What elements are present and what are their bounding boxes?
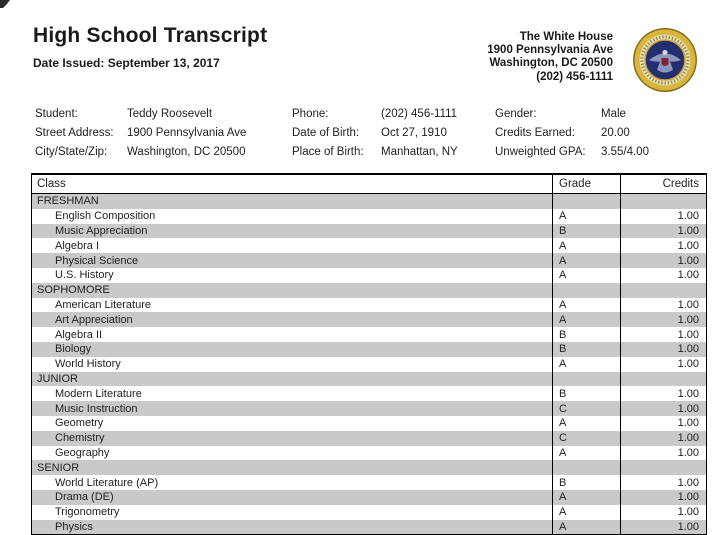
info-label: City/State/Zip: <box>35 145 108 158</box>
school-phone: (202) 456-1111 <box>536 70 613 83</box>
cell-class: Algebra I <box>32 238 553 253</box>
cell-grade: A <box>553 446 621 461</box>
table-course-row <box>32 298 706 313</box>
cell-class: Geometry <box>32 416 553 431</box>
cell-class: Trigonometry <box>32 505 553 520</box>
table-course-row <box>32 386 706 401</box>
cell-grade: C <box>553 401 621 416</box>
cell-class: Biology <box>32 342 553 357</box>
cell-class: FRESHMAN <box>32 194 553 209</box>
table-course-row <box>32 253 706 268</box>
info-value: Male <box>601 108 626 120</box>
cell-credits: 1.00 <box>677 269 699 282</box>
cell-credits: 1.00 <box>677 417 699 430</box>
cell-class: Music Appreciation <box>32 224 553 239</box>
info-value: 3.55/4.00 <box>601 145 649 158</box>
info-value: 1900 Pennsylvania Ave <box>127 126 247 139</box>
cell-grade: A <box>553 490 621 505</box>
table-course-row <box>32 312 706 327</box>
cell-class: Art Appreciation <box>32 312 553 327</box>
cell-credits <box>621 460 706 475</box>
cell-grade <box>553 460 621 475</box>
cell-credits: 1.00 <box>677 210 699 223</box>
cell-grade: A <box>553 298 621 313</box>
table-course-row <box>32 505 706 520</box>
cell-credits: 1.00 <box>677 432 699 445</box>
cell-credits <box>621 372 706 387</box>
info-label: Street Address: <box>35 126 114 139</box>
table-course-row <box>32 446 706 461</box>
table-course-row <box>32 490 706 505</box>
table-body <box>32 194 706 534</box>
info-value: 20.00 <box>601 126 630 139</box>
cell-credits: 1.00 <box>677 224 699 237</box>
cell-credits: 1.00 <box>677 402 699 415</box>
info-row <box>35 124 246 143</box>
cell-grade: A <box>553 505 621 520</box>
table-course-row <box>32 327 706 342</box>
student-info-column-1 <box>35 105 246 161</box>
column-header-grade: Grade <box>553 175 621 193</box>
cell-class: American Literature <box>32 298 553 313</box>
table-course-row <box>32 431 706 446</box>
cell-grade: A <box>553 416 621 431</box>
cell-credits: 1.00 <box>677 298 699 311</box>
info-value: Oct 27, 1910 <box>381 126 447 139</box>
cell-grade: A <box>553 312 621 327</box>
cell-credits: 1.00 <box>677 387 699 400</box>
info-value: Washington, DC 20500 <box>127 145 246 158</box>
cell-class: Algebra II <box>32 327 553 342</box>
cell-credits: 1.00 <box>677 491 699 504</box>
cell-grade: B <box>553 475 621 490</box>
cell-credits: 1.00 <box>677 328 699 341</box>
table-course-row <box>32 475 706 490</box>
info-row <box>495 105 649 124</box>
cell-class: Modern Literature <box>32 386 553 401</box>
info-label: Place of Birth: <box>292 145 364 158</box>
cell-credits: 1.00 <box>677 506 699 519</box>
table-course-row <box>32 357 706 372</box>
school-address-block <box>487 31 613 84</box>
cell-grade: B <box>553 327 621 342</box>
cell-class: Geography <box>32 446 553 461</box>
info-label: Unweighted GPA: <box>495 145 586 158</box>
table-section-row <box>32 372 706 387</box>
cell-credits <box>621 283 706 298</box>
cell-grade <box>553 283 621 298</box>
cell-credits: 1.00 <box>677 343 699 356</box>
table-course-row <box>32 209 706 224</box>
table-section-row <box>32 283 706 298</box>
cell-class: SENIOR <box>32 460 553 475</box>
table-header-row <box>32 175 706 194</box>
table-course-row <box>32 520 706 535</box>
table-course-row <box>32 238 706 253</box>
cell-class: JUNIOR <box>32 372 553 387</box>
cell-grade: A <box>553 520 621 535</box>
page-corner-artifact <box>0 0 10 8</box>
cell-class: English Composition <box>32 209 553 224</box>
date-issued-label: Date Issued: <box>33 56 105 70</box>
info-row <box>495 124 649 143</box>
cell-class: Drama (DE) <box>32 490 553 505</box>
info-row <box>292 124 458 143</box>
school-address-line1: 1900 Pennsylvania Ave <box>487 44 613 57</box>
table-course-row <box>32 416 706 431</box>
transcript-table <box>31 173 707 535</box>
cell-credits: 1.00 <box>677 254 699 267</box>
table-section-row <box>32 194 706 209</box>
page-title: High School Transcript <box>33 24 268 47</box>
cell-grade: B <box>553 342 621 357</box>
cell-grade: B <box>553 386 621 401</box>
school-name: The White House <box>519 31 613 43</box>
cell-credits: 1.00 <box>677 358 699 371</box>
table-section-row <box>32 460 706 475</box>
info-row <box>35 143 246 162</box>
info-label: Credits Earned: <box>495 126 575 139</box>
info-label: Phone: <box>292 108 329 120</box>
info-value: Manhattan, NY <box>381 145 458 158</box>
cell-credits: 1.00 <box>677 476 699 489</box>
cell-grade: A <box>553 357 621 372</box>
cell-grade: A <box>553 268 621 283</box>
info-row <box>495 143 649 162</box>
column-header-class: Class <box>32 175 553 193</box>
cell-grade: A <box>553 209 621 224</box>
cell-grade <box>553 194 621 209</box>
date-issued <box>33 56 220 70</box>
table-course-row <box>32 401 706 416</box>
cell-class: Physics <box>32 520 553 535</box>
cell-grade: A <box>553 238 621 253</box>
cell-credits: 1.00 <box>677 239 699 252</box>
school-address-line2: Washington, DC 20500 <box>489 57 613 70</box>
cell-credits <box>621 194 706 209</box>
info-value: Teddy Roosevelt <box>127 108 213 120</box>
info-value: (202) 456-1111 <box>381 108 458 120</box>
cell-class: Physical Science <box>32 253 553 268</box>
info-label: Date of Birth: <box>292 126 360 139</box>
cell-credits: 1.00 <box>677 313 699 326</box>
cell-grade: B <box>553 224 621 239</box>
cell-grade: A <box>553 253 621 268</box>
info-label: Gender: <box>495 108 537 120</box>
cell-credits: 1.00 <box>677 446 699 459</box>
student-info-column-2 <box>292 105 458 161</box>
cell-class: U.S. History <box>32 268 553 283</box>
table-course-row <box>32 268 706 283</box>
cell-class: Chemistry <box>32 431 553 446</box>
cell-class: SOPHOMORE <box>32 283 553 298</box>
cell-grade <box>553 372 621 387</box>
cell-grade: C <box>553 431 621 446</box>
info-row <box>292 143 458 162</box>
table-course-row <box>32 342 706 357</box>
cell-credits: 1.00 <box>677 520 699 533</box>
info-row <box>35 105 246 124</box>
info-row <box>292 105 458 124</box>
student-info-column-3 <box>495 105 649 161</box>
info-label: Student: <box>35 108 78 120</box>
cell-class: World Literature (AP) <box>32 475 553 490</box>
column-header-credits: Credits <box>662 178 699 190</box>
date-issued-value: September 13, 2017 <box>107 56 220 70</box>
cell-class: World History <box>32 357 553 372</box>
cell-class: Music Instruction <box>32 401 553 416</box>
presidential-seal-icon <box>632 27 698 93</box>
table-course-row <box>32 224 706 239</box>
